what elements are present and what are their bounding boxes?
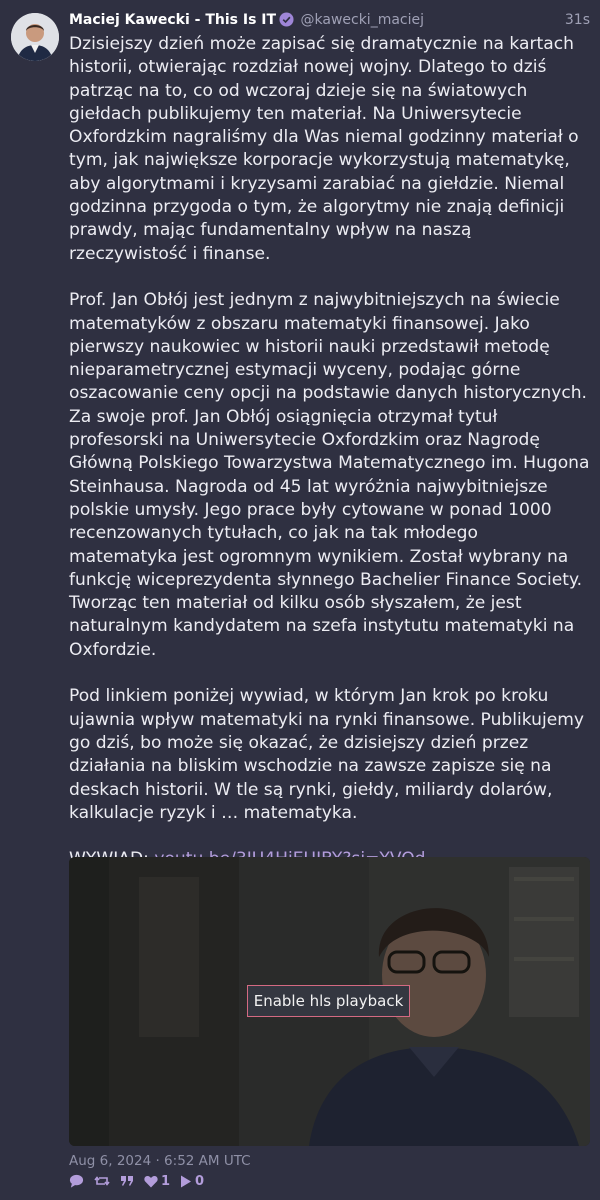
quote-icon — [120, 1175, 134, 1187]
post-paragraph-2: Prof. Jan Obłój jest jednym z najwybitniejszych na świecie matematyków z obszaru matematyki finansowej. Jako pierwszy naukowiec w historii nauki przedstawił metodę nieparametrycznej estymacji wyceny, podając górne oszacowanie ceny opcji na podstawie danych historycznych. Za swoje prof. Jan Obłój osiągnięcia otrzymał tytuł profesorski na Uniwersytecie Oxfordzkim oraz Nagrodę Główną Polskiego Towarzystwa Matematycznego im. Hugona Steinhausa. Nagroda od 45 lat wyróżnia najwybitniejsze polskie umysły. Jego prace były cytowane w ponad 1000 recenzowanych tytułach, co jak na tak młodego matematyka jest ogromnym wynikiem. Został wybrany na funkcję wiceprezydenta słynnego Bachelier Finance Society. Tworząc ten materiał od kilku osób słyszałem, że jest naturalnym kandydatem na szefa instytutu matematyki na Oxfordzie. — [69, 290, 590, 660]
post-header — [69, 10, 590, 30]
like-icon — [144, 1175, 158, 1188]
repost-button[interactable] — [94, 1174, 110, 1188]
relative-timestamp[interactable]: 31s — [564, 12, 590, 28]
verified-icon — [279, 12, 294, 33]
like-count: 1 — [161, 1173, 171, 1189]
author-handle[interactable]: @kawecki_maciej — [300, 12, 425, 28]
author-name[interactable]: Maciej Kawecki - This Is IT — [69, 12, 277, 28]
post-actions — [69, 1172, 204, 1190]
post-paragraph-1: Dzisiejszy dzień może zapisać się dramatycznie na kartach historii, otwierając rozdział nowej wojny. Dlatego to dziś patrząc na to, co od wczoraj dzieje się na światowych giełdach publikujemy ten materiał. Na Uniwersytecie Oxfordzkim nagraliśmy dla Was niemal godzinny materiał o tym, jak największe korporacje wykorzystują matematykę, aby algorytmami i kryzysami zarabiać na giełdzie. Niemal godzinna przygoda o tym, że algorytmy nie znają definicji prawdy, mając fundamentalny wpływ na naszą rzeczywistość i finanse. — [69, 34, 579, 264]
play-count[interactable] — [180, 1174, 204, 1189]
like-button[interactable] — [144, 1174, 170, 1189]
post-body — [69, 33, 591, 895]
play-icon — [180, 1175, 192, 1188]
post-paragraph-3: Pod linkiem poniżej wywiad, w którym Jan krok po kroku ujawnia wpływ matematyki na rynki finansowe. Publikujemy go dziś, bo może się okazać, że dzisiejszy dzień przez działania na bliskim wschodzie na zawsze zapisze się na deskach historii. W tle są rynki, giełdy, miliardy dolarów, kalkulacje ryzyk i … matematyka. — [69, 686, 584, 823]
avatar-image — [11, 13, 59, 61]
quote-button[interactable] — [120, 1175, 134, 1187]
play-count-value: 0 — [195, 1173, 205, 1189]
enable-hls-button[interactable]: Enable hls playback — [247, 985, 410, 1017]
avatar[interactable] — [11, 13, 59, 61]
repost-icon — [94, 1174, 110, 1188]
post-date[interactable]: Aug 6, 2024 · 6:52 AM UTC — [69, 1153, 251, 1169]
reply-button[interactable] — [69, 1174, 84, 1188]
reply-icon — [69, 1174, 84, 1188]
